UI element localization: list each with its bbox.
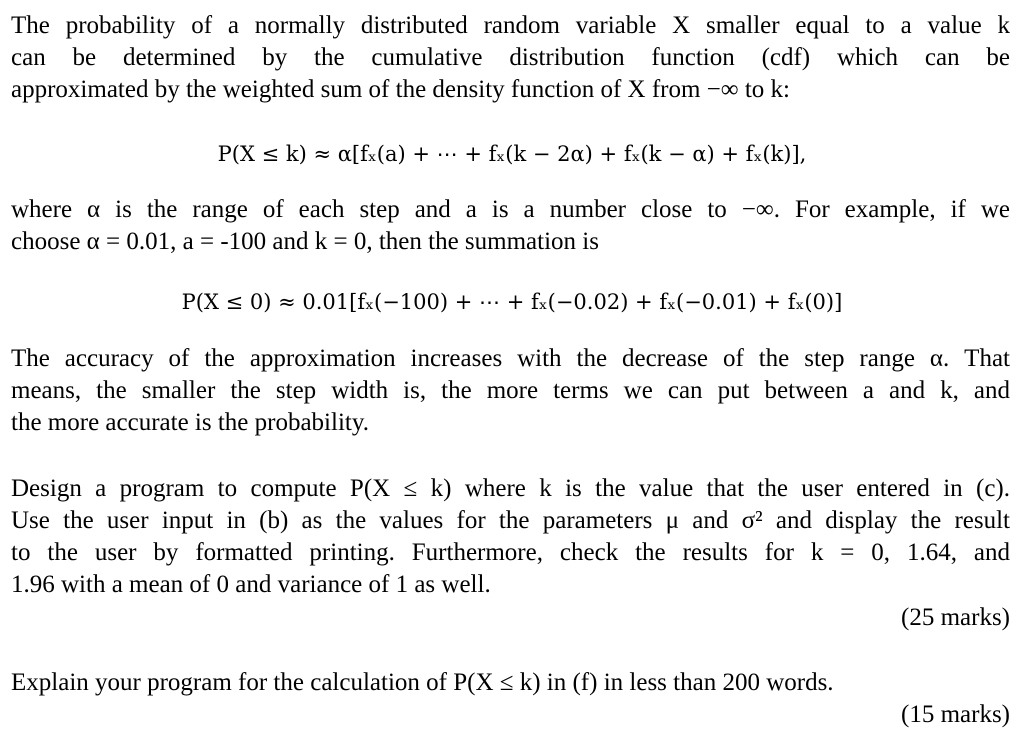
marks-label-explain: (15 marks)	[901, 701, 1010, 728]
intro-line-3: approximated by the weighted sum of the density function of X from −∞ to k:	[11, 76, 790, 103]
accuracy-line-1: The accuracy of the approximation increases with the decrease of the step range α. That	[11, 345, 1010, 372]
intro-line-2: can be determined by the cumulative distribution function (cdf) which can be	[11, 44, 1010, 71]
design-line-3: to the user by formatted printing. Furthermore, check the results for k = 0, 1.64, and	[11, 539, 1010, 566]
where-line-2: choose α = 0.01, a = -100 and k = 0, then the summation is	[11, 228, 599, 255]
marks-label-design: (25 marks)	[901, 604, 1010, 631]
design-line-1: Design a program to compute P(X ≤ k) where k is the value that the user entered in (c).	[11, 475, 1010, 502]
design-paragraph	[11, 473, 1010, 601]
design-line-2: Use the user input in (b) as the values for the parameters μ and σ² and display the result	[11, 507, 1010, 534]
example-summation-equation: P(X ≤ 0) ≈ 0.01[fₓ(−100) + ⋯ + fₓ(−0.02) + fₓ(−0.01) + fₓ(0)]	[181, 290, 843, 314]
accuracy-paragraph	[11, 343, 1010, 439]
accuracy-line-2: means, the smaller the step width is, the more terms we can put between a and k, and	[11, 377, 1010, 404]
explain-line: Explain your program for the calculation of P(X ≤ k) in (f) in less than 200 words.	[11, 669, 834, 696]
accuracy-line-3: the more accurate is the probability.	[11, 409, 369, 436]
cdf-approximation-equation: P(X ≤ k) ≈ α[fₓ(a) + ⋯ + fₓ(k − 2α) + fₓ(k − α) + fₓ(k)],	[217, 142, 807, 166]
where-line-1: where α is the range of each step and a is a number close to −∞. For example, if we	[11, 196, 1010, 223]
intro-line-1: The probability of a normally distributed random variable X smaller equal to a value k	[11, 12, 1010, 39]
intro-paragraph	[11, 10, 1010, 106]
design-line-4: 1.96 with a mean of 0 and variance of 1 as well.	[11, 571, 491, 598]
where-paragraph	[11, 194, 1010, 258]
explain-paragraph	[11, 667, 1010, 699]
